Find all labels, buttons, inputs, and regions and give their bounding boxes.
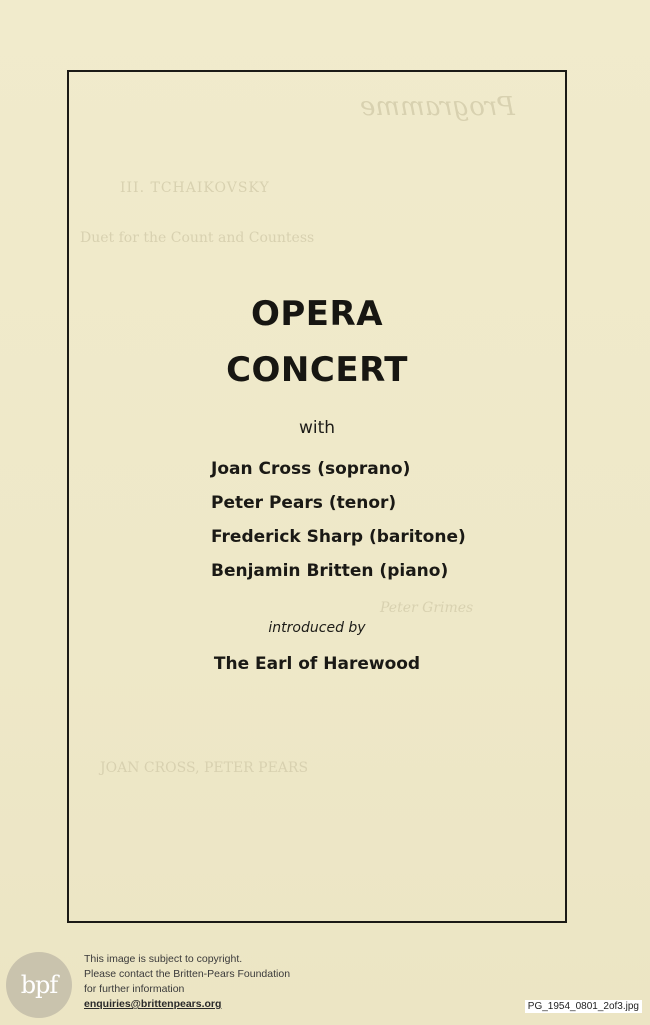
copyright-notice (84, 952, 290, 1012)
performer-benjamin-britten: Benjamin Britten (piano) (211, 561, 449, 581)
copyright-footer (0, 948, 650, 1025)
show-through-decoration: Programme (360, 92, 515, 122)
presenter-name: The Earl of Harewood (213, 654, 421, 674)
title-opera: OPERA (250, 294, 384, 334)
show-through-decoration: III. TCHAIKOVSKY (120, 180, 270, 196)
contact-email-link[interactable]: enquiries@brittenpears.org (84, 998, 222, 1010)
performer-peter-pears: Peter Pears (tenor) (211, 493, 397, 513)
show-through-decoration: JOAN CROSS, PETER PEARS (100, 760, 309, 776)
performer-list (211, 457, 466, 593)
title-concert: CONCERT (226, 350, 408, 390)
performer-joan-cross: Joan Cross (soprano) (211, 459, 411, 479)
copyright-line: Please contact the Britten-Pears Foundation (84, 968, 291, 980)
copyright-line: for further information (84, 983, 185, 995)
image-filename: PG_1954_0801_2of3.jpg (525, 1000, 642, 1013)
bpf-logo (6, 952, 72, 1018)
performer-frederick-sharp: Frederick Sharp (baritone) (211, 527, 466, 547)
with-text: with (298, 418, 336, 438)
introduced-by-text: introduced by (268, 620, 366, 636)
copyright-line: This image is subject to copyright. (84, 953, 243, 965)
show-through-decoration: Duet for the Count and Countess (80, 230, 315, 246)
bpf-logo-text: bpf (20, 971, 58, 999)
show-through-decoration: Peter Grimes (380, 600, 474, 616)
